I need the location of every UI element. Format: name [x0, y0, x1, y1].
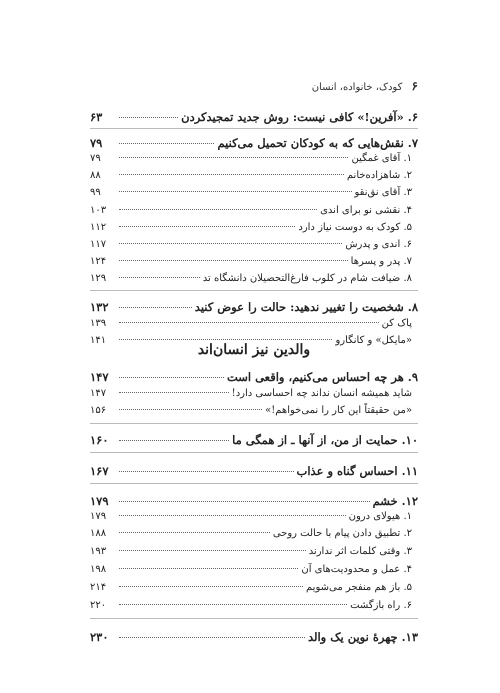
toc-entry-number: ۲.: [403, 528, 412, 539]
toc-entry-title: اندی و پدرش: [345, 239, 401, 250]
toc-entry: [90, 239, 418, 250]
toc-entry-page: ۱۳۹: [90, 318, 107, 329]
dot-leader: [119, 143, 214, 144]
dot-leader: [119, 586, 303, 587]
toc-entry-number: ۸.: [403, 273, 412, 284]
toc-entry: [90, 600, 418, 611]
toc-entry-number: ۶.: [403, 600, 412, 611]
toc-entry-title: حمایت از من، از آنها ـ از همگی ما: [232, 433, 398, 447]
toc-entry-page: ۸۸: [90, 170, 101, 181]
toc-entry-title: «من حقیقتاً این کار را نمی‌خواهم!»: [265, 405, 412, 416]
toc-entry: [90, 205, 418, 216]
toc-entry-title: آقای نق‌نقو: [354, 187, 401, 198]
toc-entry: [90, 153, 418, 164]
toc-entry-page: ۱۹۸: [90, 564, 107, 575]
toc-entry-page: ۱۹۳: [90, 546, 107, 557]
toc-entry-number: ۴.: [403, 564, 412, 575]
toc-entry: [90, 494, 418, 508]
toc-entry-label: [306, 582, 418, 593]
dot-leader: [119, 322, 379, 323]
toc-entry-number: ۳.: [403, 187, 412, 198]
toc-entry-number: ۶.: [407, 110, 418, 124]
section-divider: [90, 483, 418, 484]
toc-entry-title: نقشی نو برای اندی: [320, 205, 401, 216]
toc-entry: [90, 110, 418, 124]
toc-entry: [90, 136, 418, 150]
dot-leader: [119, 377, 224, 378]
toc-entry-title: هر چه احساس می‌کنیم، واقعی است: [226, 370, 404, 384]
dot-leader: [119, 568, 298, 569]
toc-entry-page: ۷۹: [90, 136, 103, 150]
toc-entry-label: [203, 273, 418, 284]
toc-entry-page: ۱۵۶: [90, 405, 107, 416]
dot-leader: [119, 209, 317, 210]
toc-entry-number: ۵.: [403, 582, 412, 593]
toc-entry-page: ۶۳: [90, 110, 103, 124]
dot-leader: [119, 277, 200, 278]
toc-entry-number: ۸.: [407, 300, 418, 314]
toc-entry-title: «آفرین!» کافی نیست: روش جدید تمجیدکردن: [181, 110, 404, 124]
toc-entry-number: ۷.: [403, 256, 412, 267]
toc-entry-label: [181, 110, 418, 124]
toc-entry-page: ۱۳۲: [90, 300, 109, 314]
toc-entry-number: ۱۰.: [401, 433, 418, 447]
toc-entry-page: ۱۲۹: [90, 273, 107, 284]
toc-entry-title: شاهزاده‌خانم: [346, 170, 401, 181]
dot-leader: [119, 260, 348, 261]
toc-entry-label: [382, 318, 418, 329]
toc-entry-title: ضیافت شام در کلوب فارغ‌التحصیلان دانشگاه تد: [202, 273, 401, 284]
toc-entry-label: [350, 600, 418, 611]
part-title: والدین نیز انسان‌اند: [197, 342, 311, 358]
toc-entry-label: [320, 205, 418, 216]
dot-leader: [119, 226, 295, 227]
toc-entry-title: آقای غمگین: [351, 153, 401, 164]
toc-entry-title: پاک کن: [381, 318, 412, 329]
toc-entry-label: [355, 187, 419, 198]
dot-leader: [119, 532, 270, 533]
toc-entry-title: چهرهٔ نوین یک والد: [307, 630, 398, 644]
toc-entry-page: ۱۲۴: [90, 256, 107, 267]
toc-entry-page: ۱۴۱: [90, 335, 107, 346]
dot-leader: [119, 550, 306, 551]
toc-entry: [90, 388, 418, 399]
toc-entry-label: [273, 528, 418, 539]
section-divider: [90, 618, 418, 619]
toc-entry: [90, 630, 418, 644]
dot-leader: [119, 440, 229, 441]
section-divider: [90, 128, 418, 129]
toc-entry-page: ۱۶۰: [90, 433, 109, 447]
toc-entry-title: تطبیق دادن پیام با حالت روحی: [272, 528, 401, 539]
toc-entry-title: عمل و محدودیت‌های آن: [301, 564, 401, 575]
toc-entry: [90, 256, 418, 267]
toc-entry-title: وقتی کلمات اثر ندارند: [308, 546, 401, 557]
toc-entry-page: ۱۱۷: [90, 239, 107, 250]
toc-entry-number: ۳.: [403, 546, 412, 557]
toc-entry-page: ۱۸۸: [90, 528, 107, 539]
toc-entry-title: پدر و پسرها: [350, 256, 401, 267]
dot-leader: [119, 501, 370, 502]
toc-entry-title: احساس گناه و عذاب: [296, 464, 398, 478]
toc-entry-page: ۱۴۷: [90, 370, 109, 384]
toc-entry-page: ۹۹: [90, 187, 101, 198]
toc-entry-label: [351, 256, 418, 267]
dot-leader: [119, 157, 348, 158]
dot-leader: [119, 243, 342, 244]
toc-entry-label: [301, 564, 418, 575]
toc-entry-title: راه بازگشت: [350, 600, 401, 611]
toc-entry: [90, 564, 418, 575]
section-divider: [90, 290, 418, 291]
toc-entry-number: ۶.: [403, 239, 412, 250]
toc-entry-number: ۷.: [407, 136, 418, 150]
toc-entry-title: باز هم منفجر می‌شویم: [306, 582, 401, 593]
toc-entry-title: «مایکل» و کانگارو: [335, 335, 412, 346]
toc-entry-number: ۱.: [403, 511, 412, 522]
toc-entry-page: ۲۲۰: [90, 600, 107, 611]
dot-leader: [119, 117, 178, 118]
toc-entry-title: شخصیت را تغییر ندهید: حالت را عوض کنید: [194, 300, 404, 314]
toc-entry-label: [349, 511, 418, 522]
toc-entry: [90, 464, 418, 478]
toc-entry-label: [195, 300, 418, 314]
toc-entry-label: [351, 153, 418, 164]
toc-entry-number: ۴.: [403, 205, 412, 216]
section-divider: [90, 423, 418, 424]
toc-entry-label: [347, 170, 418, 181]
toc-entry: [90, 300, 418, 314]
toc-entry: [90, 318, 418, 329]
toc-entry: [90, 405, 418, 416]
toc-entry-title: شاید همیشه انسان نداند چه احساسی دارد!: [231, 388, 412, 399]
dot-leader: [119, 515, 346, 516]
dot-leader: [119, 191, 352, 192]
running-header: [300, 78, 418, 94]
toc-entry: [90, 170, 418, 181]
toc-entry-page: ۷۹: [90, 153, 101, 164]
dot-leader: [119, 392, 229, 393]
toc-entry-label: [345, 239, 418, 250]
toc-entry-number: ۲.: [403, 170, 412, 181]
header-title: کودک، خانواده، انسان: [311, 82, 403, 93]
toc-entry: [90, 528, 418, 539]
toc-entry-page: ۲۳۰: [90, 630, 109, 644]
toc-entry-label: [309, 546, 418, 557]
toc-entry-title: نقش‌هایی که به کودکان تحمیل می‌کنیم: [217, 136, 404, 150]
toc-entry: [90, 370, 418, 384]
section-divider: [90, 452, 418, 453]
toc-entry-number: ۱.: [403, 153, 412, 164]
toc-entry-title: خشم: [372, 494, 398, 508]
toc-entry: [90, 187, 418, 198]
dot-leader: [119, 307, 192, 308]
toc-entry-label: [232, 388, 418, 399]
toc-entry: [90, 582, 418, 593]
toc-entry-page: ۱۰۳: [90, 205, 107, 216]
toc-entry-page: ۱۷۹: [90, 511, 107, 522]
toc-entry-page: ۱۴۷: [90, 388, 107, 399]
dot-leader: [119, 174, 344, 175]
toc-entry-number: ۱۲.: [401, 494, 418, 508]
toc-entry-label: [227, 370, 418, 384]
toc-entry-number: ۱۱.: [401, 464, 418, 478]
toc-entry-number: ۱۳.: [401, 630, 418, 644]
toc-entry-number: ۹.: [407, 370, 418, 384]
toc-entry-title: کودک به دوست نیاز دارد: [298, 222, 401, 233]
toc-entry-page: ۱۷۹: [90, 494, 109, 508]
toc-entry-page: ۲۱۴: [90, 582, 107, 593]
dot-leader: [119, 339, 332, 340]
dot-leader: [119, 637, 305, 638]
toc-entry: [90, 546, 418, 557]
header-page-number: ۶: [411, 79, 418, 93]
toc-entry-label: [217, 136, 418, 150]
toc-entry-title: هیولای درون: [348, 511, 401, 522]
dot-leader: [119, 471, 294, 472]
toc-entry-page: ۱۶۷: [90, 464, 109, 478]
toc-entry-label: [265, 405, 418, 416]
toc-entry: [90, 511, 418, 522]
toc-entry: [90, 433, 418, 447]
toc-entry-label: [298, 222, 418, 233]
toc-entry: [90, 222, 418, 233]
toc-entry-label: [297, 464, 418, 478]
toc-entry-number: ۵.: [403, 222, 412, 233]
toc-entry-label: [308, 630, 418, 644]
toc-entry: [90, 273, 418, 284]
dot-leader: [119, 604, 347, 605]
dot-leader: [119, 409, 262, 410]
toc-entry-page: ۱۱۲: [90, 222, 107, 233]
toc-entry-label: [373, 494, 418, 508]
toc-entry-label: [232, 433, 418, 447]
